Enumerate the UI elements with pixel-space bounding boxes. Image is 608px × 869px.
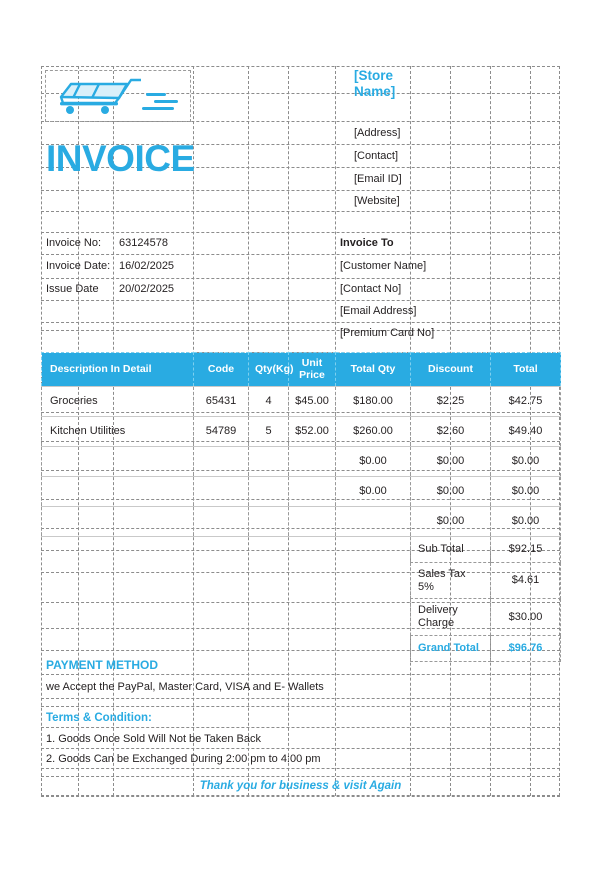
shopping-cart-icon bbox=[53, 74, 183, 118]
cell-qty bbox=[249, 507, 289, 537]
col-description: Description In Detail bbox=[42, 353, 194, 387]
terms-line-1: 1. Goods Once Sold Will Not be Taken Back bbox=[46, 733, 262, 745]
cell-discount: $0.00 bbox=[411, 507, 491, 537]
sales-tax-value: $4.61 bbox=[491, 563, 561, 599]
table-row bbox=[42, 477, 561, 507]
cell-total-qty: $260.00 bbox=[336, 417, 411, 447]
table-row bbox=[42, 447, 561, 477]
summary-row-delivery bbox=[42, 599, 561, 635]
cell-total: $0.00 bbox=[491, 507, 561, 537]
store-address: [Address] bbox=[354, 126, 401, 139]
table-row bbox=[42, 387, 561, 417]
cell-description: Groceries bbox=[42, 387, 194, 417]
store-website: [Website] bbox=[354, 194, 400, 207]
col-total: Total bbox=[491, 353, 561, 387]
cell-qty: 4 bbox=[249, 387, 289, 417]
customer-name: [Customer Name] bbox=[340, 260, 427, 272]
grand-total-label: Grand Total bbox=[411, 635, 491, 661]
cell-description bbox=[42, 507, 194, 537]
footer-thanks: Thank you for business & visit Again bbox=[199, 780, 402, 792]
cell-description bbox=[42, 447, 194, 477]
col-unit-price: Unit Price bbox=[289, 353, 336, 387]
invoice-no-value: 63124578 bbox=[119, 237, 168, 249]
cell-unit-price bbox=[289, 447, 336, 477]
cell-description bbox=[42, 477, 194, 507]
invoice-to-heading: Invoice To bbox=[340, 237, 394, 249]
cell-code: 54789 bbox=[194, 417, 249, 447]
delivery-charge-label: Delivery Charge bbox=[411, 599, 491, 635]
payment-method-text: we Accept the PayPal, Master Card, VISA and E- Wallets bbox=[46, 681, 324, 693]
table-row bbox=[42, 417, 561, 447]
customer-contact-no: [Contact No] bbox=[340, 283, 402, 295]
cell-total: $0.00 bbox=[491, 447, 561, 477]
customer-email-address: [Email Address] bbox=[340, 305, 417, 317]
sub-total-value: $92.15 bbox=[491, 537, 561, 563]
store-email: [Email ID] bbox=[354, 172, 402, 185]
col-qty: Qty(Kg) bbox=[249, 353, 289, 387]
cell-total: $49.40 bbox=[491, 417, 561, 447]
delivery-charge-value: $30.00 bbox=[491, 599, 561, 635]
col-total-qty: Total Qty bbox=[336, 353, 411, 387]
logo-box bbox=[45, 70, 191, 122]
cell-total: $0.00 bbox=[491, 477, 561, 507]
cell-total-qty: $180.00 bbox=[336, 387, 411, 417]
invoice-date-value: 16/02/2025 bbox=[119, 260, 175, 272]
issue-date-value: 20/02/2025 bbox=[119, 283, 175, 295]
cell-qty bbox=[249, 447, 289, 477]
cell-discount: $0.00 bbox=[411, 477, 491, 507]
cell-unit-price: $52.00 bbox=[289, 417, 336, 447]
table-row bbox=[42, 507, 561, 537]
cell-unit-price: $45.00 bbox=[289, 387, 336, 417]
cell-code bbox=[194, 477, 249, 507]
invoice-items-table bbox=[41, 352, 561, 662]
terms-line-2: 2. Goods Can be Exchanged During 2:00 pm to 4:00 pm bbox=[46, 753, 321, 765]
col-code: Code bbox=[194, 353, 249, 387]
cell-qty: 5 bbox=[249, 417, 289, 447]
store-name: [Store Name] bbox=[354, 68, 396, 99]
issue-date-label: Issue Date bbox=[46, 283, 99, 295]
summary-row-sales-tax bbox=[42, 563, 561, 599]
cell-total-qty: $0.00 bbox=[336, 477, 411, 507]
col-discount: Discount bbox=[411, 353, 491, 387]
page-title: INVOICE bbox=[46, 138, 195, 179]
customer-premium-card-no: [Premium Card No] bbox=[340, 327, 435, 339]
payment-method-heading: PAYMENT METHOD bbox=[46, 658, 159, 672]
cell-discount: $0.00 bbox=[411, 447, 491, 477]
cell-discount: $2.60 bbox=[411, 417, 491, 447]
cell-total: $42.75 bbox=[491, 387, 561, 417]
sub-total-label: Sub Total bbox=[411, 537, 491, 563]
grand-total-value: $96.76 bbox=[491, 635, 561, 661]
table-header-row bbox=[42, 353, 561, 387]
invoice-content bbox=[41, 66, 560, 796]
cell-code bbox=[194, 507, 249, 537]
cell-code bbox=[194, 447, 249, 477]
cell-code: 65431 bbox=[194, 387, 249, 417]
sales-tax-label: Sales Tax 5% bbox=[411, 563, 491, 599]
cell-discount: $2.25 bbox=[411, 387, 491, 417]
cell-description: Kitchen Utilities bbox=[42, 417, 194, 447]
cell-qty bbox=[249, 477, 289, 507]
store-contact: [Contact] bbox=[354, 149, 399, 162]
cell-unit-price bbox=[289, 477, 336, 507]
terms-heading: Terms & Condition: bbox=[46, 712, 152, 724]
invoice-no-label: Invoice No: bbox=[46, 237, 102, 249]
cell-total-qty bbox=[336, 507, 411, 537]
cell-total-qty: $0.00 bbox=[336, 447, 411, 477]
summary-row-subtotal bbox=[42, 537, 561, 563]
cell-unit-price bbox=[289, 507, 336, 537]
invoice-date-label: Invoice Date: bbox=[46, 259, 111, 272]
